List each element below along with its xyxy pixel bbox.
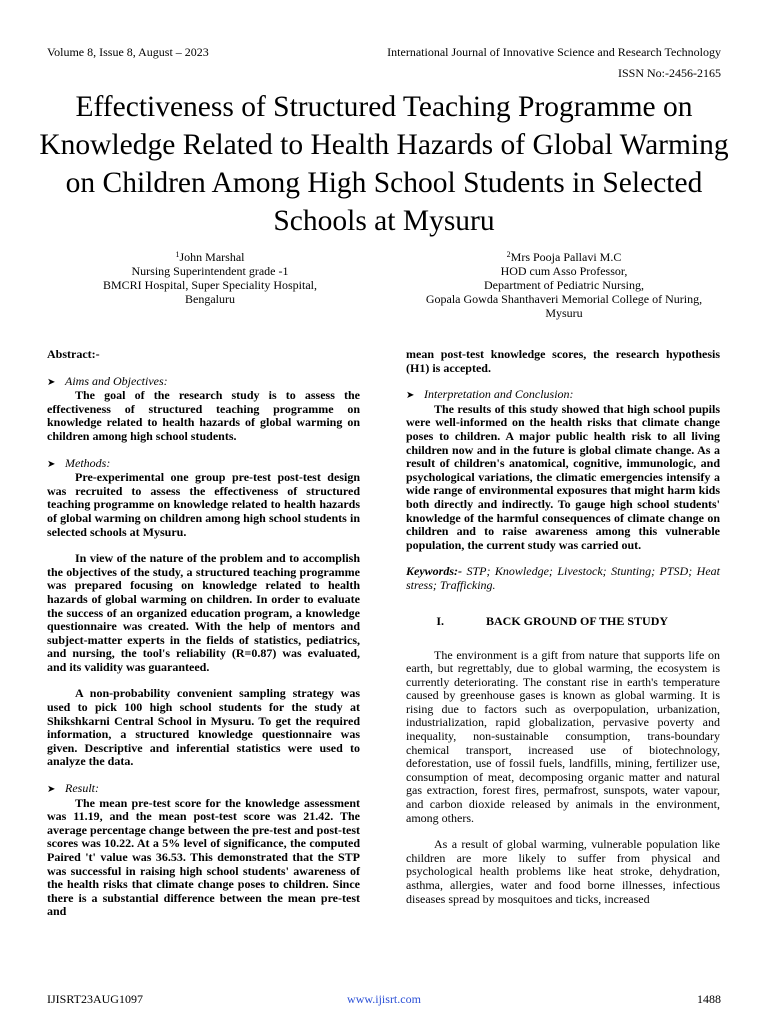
journal-issn: ISSN No:-2456-2165 [617,66,721,80]
author-block-1 [60,250,360,306]
journal-name: International Journal of Innovative Science and Research Technology [387,45,721,59]
author-2-name: Mrs Pooja Pallavi M.C [510,250,622,264]
arrow-bullet-icon: ➤ [47,784,56,796]
aims-text: The goal of the research study is to assess the effectiveness of structured teaching programme on knowledge related to health hazards of global warming on children among high school students. [47,388,360,443]
author-1-name: John Marshal [179,250,245,264]
author-1-affil-line2: BMCRI Hospital, Super Speciality Hospital, [103,278,317,292]
footer-page-number: 1488 [697,992,721,1006]
author-2-affil-line3: Gopala Gowda Shanthaveri Memorial College of Nuring, [425,292,703,306]
keywords-label: Keywords:- [406,564,462,579]
right-column [406,348,720,906]
methods-paragraph-2: In view of the nature of the problem and to accomplish the objectives of the study, a structured teaching programme was prepared focusing on knowledge related to health hazards of global warming on children. In order to evaluate the success of an organized education program, a knowledge questionnaire was created. With the help of mentors and subject-matter experts in the fields of statistics, pediatrics, and nursing, the tool's reliability (R=0.87) was evaluated, and its validity was guaranteed. [47,551,360,674]
journal-volume: Volume 8, Issue 8, August – 2023 [47,45,209,59]
author-2-affil-line4: Mysuru [545,306,583,320]
result-text-continued: mean post-test knowledge scores, the research hypothesis (H1) is accepted. [406,347,720,375]
author-2-affil-line2: Department of Pediatric Nursing, [484,278,644,292]
methods-paragraph-3: A non-probability convenient sampling strategy was used to pick 100 high school students for the study at Shikshkarni Central School in Mysuru. To get the required information, a structured knowledge questionnaire was given. Descriptive and inferential statistics were used to analyze the data. [47,686,360,769]
footer-article-id: IJISRT23AUG1097 [47,992,143,1006]
aims-heading: ➤ Aims and Objectives: [47,373,168,388]
author-1-affil-line3: Bengaluru [185,292,235,306]
arrow-bullet-icon: ➤ [406,390,415,402]
author-block-2 [400,250,728,320]
keywords [406,565,720,592]
methods-heading: ➤ Methods: [47,455,111,470]
abstract-label: Abstract:- [47,347,100,361]
background-paragraph-1: The environment is a gift from nature that supports life on earth, but regrettably, due to global warming, the ecosystem is currently deteriorating. The constant rise in earth's temperature caused by greenhouse gases is known as global warming. It is rising due to factors such as overpopulation, urbanization, industrialization, rapid globalization, pervasive poverty and inequality, non-sustainable consumption, trans-boundary chemical transport, increased use of biotechnology, deforestation, use of fossil fuels, landfills, mining, fertilizer use, consumption of meat, decomposing organic matter and natural gas extraction, forest fires, permafrost, sunspots, water vapour, and carbon dioxide released by animals in the environment, among others. [406,647,720,825]
author-1-affil-line1: Nursing Superintendent grade -1 [131,264,289,278]
section-heading [406,614,720,628]
methods-paragraph-1: Pre-experimental one group pre-test post-test design was recruited to assess the effectiveness of structured teaching programme on knowledge related to health hazards of global warming on children among high school students in selected schools at Mysuru. [47,470,360,539]
interpretation-text: The results of this study showed that high school pupils were well-informed on the health risks that climate change poses to children. A major public health risk to all living children now and in the future is global climate change. As a result of children's anatomical, cognitive, immunologic, and psychological variations, the climatic emergencies intensify a wide range of environmental exposures that might harm kids both directly and indirectly. To gauge high school students' knowledge of the harmful consequences of climate change on children and to raise awareness among this vulnerable population, the current study was carried out. [406,401,720,552]
background-paragraph-2: As a result of global warming, vulnerable population like children are more likely to suffer from physical and psychological health problems like heat stroke, dehydration, asthma, allergies, water and food borne illnesses, infectious diseases spread by mosquitoes and ticks, increased [406,837,720,906]
left-column [47,348,360,919]
section-title: BACK GROUND OF THE STUDY [486,613,669,628]
author-2-affil-line1: HOD cum Asso Professor, [500,264,628,278]
interpretation-heading: ➤ Interpretation and Conclusion: [406,387,574,402]
keywords-text: STP; Knowledge; Livestock; Stunting; PTSD; Heat stress; Trafficking. [406,564,720,592]
author-1-sup: 1 [175,250,180,259]
arrow-bullet-icon: ➤ [47,458,56,470]
result-text: The mean pre-test score for the knowledge assessment was 11.19, and the mean post-test score was 21.42. The average percentage change between the pre-test and post-test scores was 10.22. At a 5% level of significance, the computed Paired 't' value was 36.53. This demonstrated that the STP was successful in raising high school students' awareness of the health risks that climate change poses to children. Since there is a substantial difference between the mean pre-test and [47,795,360,919]
footer-url-link[interactable]: www.ijisrt.com [347,992,421,1006]
arrow-bullet-icon: ➤ [47,376,56,388]
result-heading: ➤ Result: [47,781,99,796]
paper-title: Effectiveness of Structured Teaching Programme on Knowledge Related to Health Hazards of Global Warming on Children Among High School Students in Selected Schools at Mysuru [39,91,729,237]
author-2-sup: 2 [506,250,511,259]
section-number: I. [436,613,444,628]
